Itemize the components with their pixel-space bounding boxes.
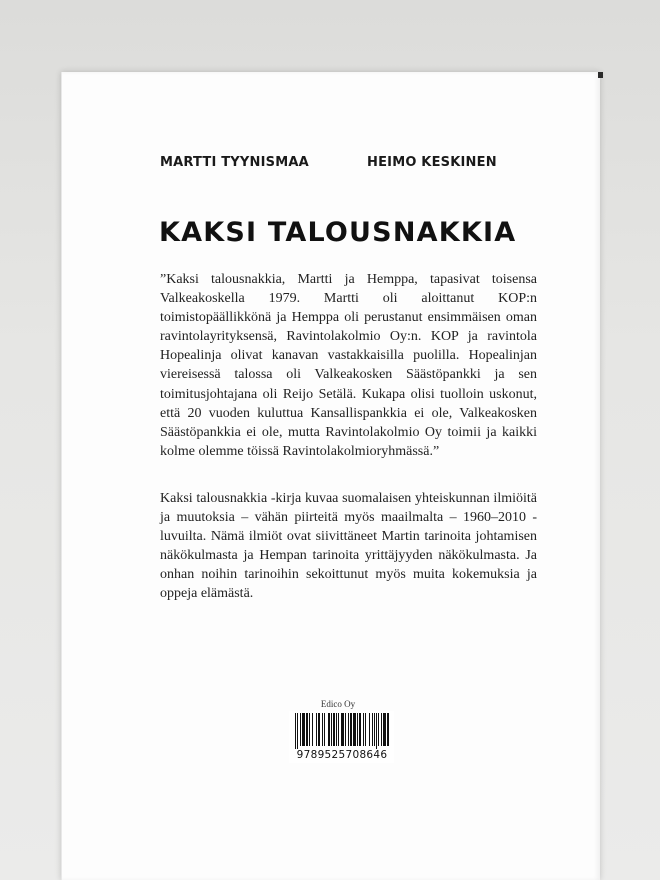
description-text: Kaksi talousnakkia -kirja kuvaa suomalaisen yhteiskunnan ilmiöitä ja muutoksia – vähän piirteitä myös maailmalta – 1960–2010 -luvuilta. Nämä ilmiöt ovat siivittäneet Martin tarinoita johtamisen näkökulmasta ja Hempan tarinoita yrittäjyyden näkökulmasta. Ja onhan noihin tarinoihin sekoittunut myös muita kokemuksia ja oppeja elämästä. <box>160 491 537 602</box>
author-name: MARTTI TYYNISMAA <box>160 155 309 170</box>
publisher-name: Edico Oy <box>320 699 356 709</box>
quote-block <box>160 270 537 461</box>
barcode <box>289 711 394 763</box>
isbn-number: 9789525708646 <box>296 749 388 761</box>
spine-edge <box>598 72 603 78</box>
barcode-bars <box>295 713 389 749</box>
quote-text: ”Kaksi talousnakkia, Martti ja Hemppa, tapasivat toisensa Valkeakoskella 1979. Martti oli aloittanut KOP:n toimistopäällikkönä ja Hemppa oli perustanut ensimmäisen oman ravintolayrityksensä, Ravintolakolmio Oy:n. KOP ja ravintola Hopealinja olivat kanavan vastakkaisilla puolilla. Hopealinjan viereisessä talossa oli Valkeakosken Säästöpankki ja sen toimitusjohtajana oli Reijo Setälä. Kukapa olisi tuolloin uskonut, että 20 vuoden kuluttua Kansallispankkia ei ole, Valkeakosken Säästöpankkia ei ole, mutta Ravintolakolmio Oy toimii ja kaikki kolme olemme töissä Ravintolakolmioryhmässä.” <box>160 272 537 459</box>
description-block <box>160 489 537 604</box>
book-back-cover <box>61 72 600 880</box>
book-title: KAKSI TALOUSNAKKIA <box>159 217 517 248</box>
author-name: HEIMO KESKINEN <box>367 155 497 170</box>
